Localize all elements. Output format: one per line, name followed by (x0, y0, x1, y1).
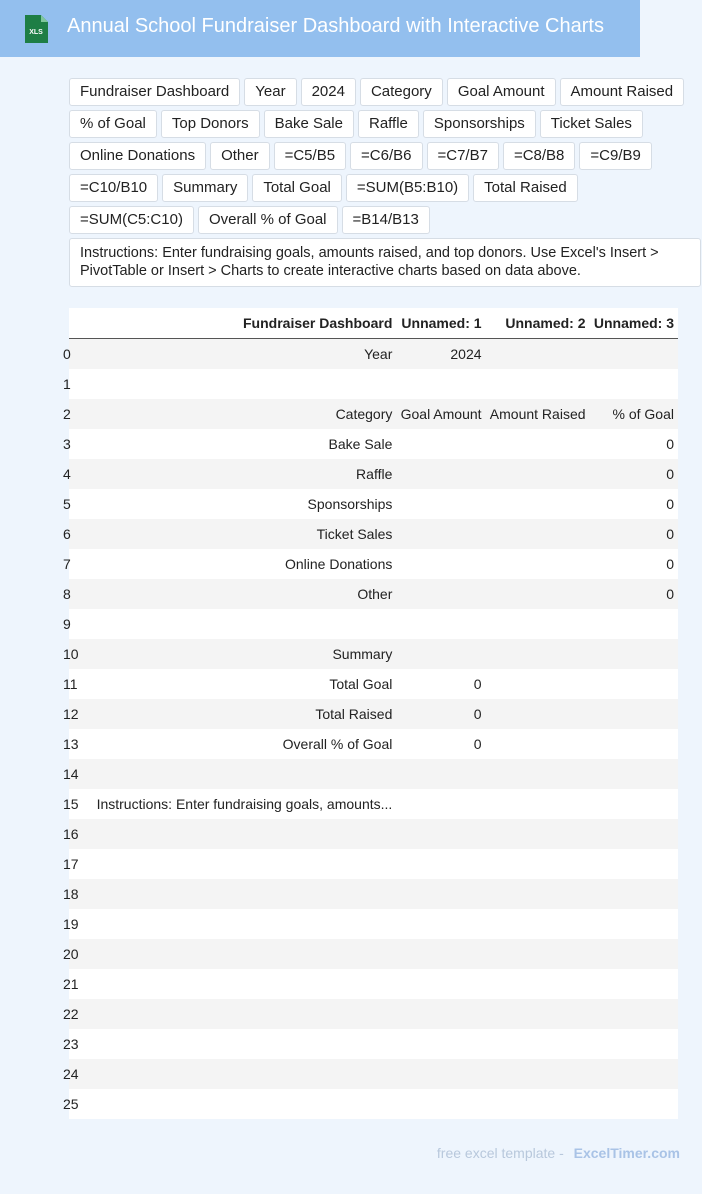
table-cell (396, 1059, 485, 1089)
row-index: 12 (63, 706, 79, 722)
row-index: 21 (63, 976, 79, 992)
table-cell (590, 669, 678, 699)
table-cell: 0 (473, 706, 482, 722)
table-cell (590, 879, 678, 909)
table-cell (590, 729, 678, 759)
table-cell: Online Donations (284, 556, 393, 572)
table-cell (486, 609, 590, 639)
table-cell (79, 999, 397, 1029)
row-index: 0 (63, 346, 71, 362)
row-index: 11 (63, 676, 78, 692)
cell-chip[interactable]: =C5/B5 (274, 142, 346, 170)
table-cell (396, 999, 485, 1029)
index-header (69, 308, 79, 339)
table-row (69, 969, 678, 999)
cell-chip[interactable]: =SUM(B5:B10) (346, 174, 469, 202)
cell-chip-list (69, 78, 701, 287)
row-index: 8 (63, 586, 71, 602)
column-header: Unnamed: 2 (486, 308, 590, 339)
table-cell (396, 849, 485, 879)
cell-chip[interactable]: =SUM(C5:C10) (69, 206, 194, 234)
table-cell: 0 (666, 436, 674, 452)
table-cell (396, 429, 485, 459)
table-cell (396, 519, 485, 549)
cell-chip[interactable]: =C6/B6 (350, 142, 422, 170)
table-cell (396, 579, 485, 609)
table-cell (486, 639, 590, 669)
table-cell (396, 939, 485, 969)
column-header: Fundraiser Dashboard (79, 308, 397, 339)
row-index: 15 (63, 796, 79, 812)
column-header: Unnamed: 1 (396, 308, 485, 339)
table-cell (486, 429, 590, 459)
table-cell: 2024 (450, 346, 482, 362)
table-cell (590, 369, 678, 399)
table-row (69, 549, 678, 579)
table-row (69, 789, 678, 819)
table-cell (396, 969, 485, 999)
cell-chip[interactable]: Top Donors (161, 110, 260, 138)
table-cell: Ticket Sales (316, 526, 393, 542)
table-cell (590, 759, 678, 789)
table-cell (486, 969, 590, 999)
table-cell (486, 789, 590, 819)
table-cell (486, 549, 590, 579)
table-row (69, 1029, 678, 1059)
row-index: 5 (63, 496, 71, 512)
cell-chip[interactable]: Overall % of Goal (198, 206, 338, 234)
table-cell (79, 939, 397, 969)
table-cell (590, 999, 678, 1029)
row-index: 7 (63, 556, 71, 572)
table-cell (79, 1059, 397, 1089)
table-cell (79, 369, 397, 399)
table-cell: Sponsorships (307, 496, 393, 512)
table-cell (590, 699, 678, 729)
table-cell (486, 669, 590, 699)
cell-chip[interactable]: =B14/B13 (342, 206, 430, 234)
table-cell (486, 519, 590, 549)
row-index: 25 (63, 1096, 79, 1112)
table-cell (486, 909, 590, 939)
table-cell (396, 609, 485, 639)
row-index: 22 (63, 1006, 79, 1022)
row-index: 6 (63, 526, 71, 542)
header-banner (0, 0, 640, 57)
table-row (69, 909, 678, 939)
table-cell (486, 1029, 590, 1059)
cell-chip[interactable]: Bake Sale (264, 110, 354, 138)
cell-chip[interactable]: Online Donations (69, 142, 206, 170)
table-cell (396, 369, 485, 399)
table-cell (486, 459, 590, 489)
table-cell (486, 759, 590, 789)
row-index: 23 (63, 1036, 79, 1052)
cell-chip[interactable]: % of Goal (69, 110, 157, 138)
table-cell (486, 849, 590, 879)
row-index: 4 (63, 466, 71, 482)
table-cell: 0 (666, 466, 674, 482)
table-row (69, 339, 678, 370)
table-cell (396, 879, 485, 909)
table-cell: Amount Raised (489, 406, 586, 422)
row-index: 9 (63, 616, 71, 632)
cell-chip[interactable]: Raffle (358, 110, 419, 138)
row-index: 3 (63, 436, 71, 452)
footer-prefix: free excel template - (436, 1145, 564, 1161)
row-index: 19 (63, 916, 79, 932)
table-cell (486, 879, 590, 909)
table-row (69, 819, 678, 849)
table-row (69, 639, 678, 669)
cell-chip[interactable]: Total Raised (473, 174, 578, 202)
table-cell: Instructions: Enter fundraising goals, amounts... (96, 796, 393, 812)
table-row (69, 489, 678, 519)
table-cell (590, 939, 678, 969)
table-cell: Overall % of Goal (282, 736, 393, 752)
table-cell (396, 459, 485, 489)
cell-chip[interactable]: Fundraiser Dashboard (69, 78, 240, 106)
table-cell (79, 759, 397, 789)
table-cell (79, 849, 397, 879)
table-cell (590, 1059, 678, 1089)
cell-chip[interactable]: Amount Raised (560, 78, 685, 106)
cell-chip[interactable]: =C9/B9 (579, 142, 651, 170)
table-cell (486, 339, 590, 370)
cell-chip[interactable]: =C10/B10 (69, 174, 158, 202)
table-cell (486, 939, 590, 969)
cell-chip[interactable]: Goal Amount (447, 78, 556, 106)
table-cell (590, 609, 678, 639)
table-cell (396, 639, 485, 669)
cell-chip[interactable]: =C8/B8 (503, 142, 575, 170)
row-index: 16 (63, 826, 79, 842)
table-row (69, 849, 678, 879)
table-cell: 0 (666, 526, 674, 542)
spreadsheet-preview (63, 308, 678, 1118)
table-cell (590, 909, 678, 939)
row-index: 10 (63, 646, 79, 662)
table-cell (396, 1029, 485, 1059)
table-cell: Raffle (356, 466, 393, 482)
table-cell: 0 (666, 586, 674, 602)
row-index: 1 (63, 376, 71, 392)
cell-chip[interactable]: Sponsorships (423, 110, 536, 138)
cell-chip[interactable]: Ticket Sales (540, 110, 643, 138)
table-cell (590, 969, 678, 999)
table-row (69, 759, 678, 789)
table-cell (590, 339, 678, 370)
table-cell (486, 819, 590, 849)
table-row (69, 669, 678, 699)
table-row (69, 879, 678, 909)
table-cell: 0 (473, 736, 482, 752)
page-title: Annual School Fundraiser Dashboard with Interactive Charts (67, 15, 604, 37)
table-cell (590, 789, 678, 819)
row-index: 18 (63, 886, 79, 902)
table-cell (396, 819, 485, 849)
table-cell (396, 489, 485, 519)
table-cell (486, 729, 590, 759)
table-cell (590, 849, 678, 879)
cell-chip[interactable]: =C7/B7 (427, 142, 499, 170)
table-cell (486, 1089, 590, 1119)
table-cell (590, 819, 678, 849)
row-index: 24 (63, 1066, 79, 1082)
data-table (63, 308, 678, 1119)
table-row (69, 1059, 678, 1089)
table-cell (79, 1029, 397, 1059)
table-cell: % of Goal (612, 406, 674, 422)
cell-chip[interactable]: Total Goal (252, 174, 342, 202)
table-cell: Goal Amount (400, 406, 482, 422)
table-row (69, 519, 678, 549)
table-cell (396, 549, 485, 579)
table-cell: Total Goal (329, 676, 393, 692)
table-cell (79, 909, 397, 939)
cell-chip[interactable]: Other (210, 142, 270, 170)
table-cell: Year (364, 346, 393, 362)
cell-chip[interactable]: Category (360, 78, 443, 106)
table-cell (486, 579, 590, 609)
table-cell (486, 1059, 590, 1089)
instructions-chip[interactable]: Instructions: Enter fundraising goals, amounts raised, and top donors. Use Excel's Insert > PivotTable or Insert > Charts to create interactive charts based on data above. (69, 238, 701, 287)
table-cell: Bake Sale (328, 436, 393, 452)
table-cell (396, 1089, 485, 1119)
table-cell (396, 909, 485, 939)
table-row (69, 429, 678, 459)
table-cell (79, 879, 397, 909)
table-cell: Summary (332, 646, 393, 662)
table-row (69, 579, 678, 609)
table-cell (79, 819, 397, 849)
cell-chip[interactable]: Year (244, 78, 296, 106)
table-row (69, 459, 678, 489)
table-row (69, 609, 678, 639)
table-cell (79, 969, 397, 999)
footer-credit (437, 1145, 680, 1161)
table-cell (590, 1089, 678, 1119)
row-index: 14 (63, 766, 79, 782)
table-cell (486, 369, 590, 399)
svg-text:XLS: XLS (29, 29, 43, 36)
table-cell (486, 699, 590, 729)
excel-file-icon (22, 14, 50, 44)
table-cell (590, 1029, 678, 1059)
row-index: 20 (63, 946, 79, 962)
table-cell: Category (335, 406, 393, 422)
table-cell: Total Raised (315, 706, 393, 722)
table-cell: 0 (666, 496, 674, 512)
table-row (69, 999, 678, 1029)
table-row (69, 939, 678, 969)
table-row (69, 1089, 678, 1119)
table-cell (79, 609, 397, 639)
table-row (69, 369, 678, 399)
table-cell (79, 1089, 397, 1119)
table-cell: 0 (473, 676, 482, 692)
table-row (69, 729, 678, 759)
table-cell: Other (357, 586, 393, 602)
table-cell (486, 489, 590, 519)
row-index: 17 (63, 856, 79, 872)
table-cell (396, 789, 485, 819)
table-cell (486, 999, 590, 1029)
column-header: Unnamed: 3 (590, 308, 678, 339)
table-row (69, 699, 678, 729)
footer-brand-link[interactable]: ExcelTimer.com (573, 1145, 680, 1161)
row-index: 13 (63, 736, 79, 752)
row-index: 2 (63, 406, 71, 422)
table-header-row (69, 308, 678, 339)
table-cell (396, 759, 485, 789)
table-cell (590, 639, 678, 669)
cell-chip[interactable]: 2024 (301, 78, 356, 106)
table-cell: 0 (666, 556, 674, 572)
cell-chip[interactable]: Summary (162, 174, 248, 202)
table-row (69, 399, 678, 429)
